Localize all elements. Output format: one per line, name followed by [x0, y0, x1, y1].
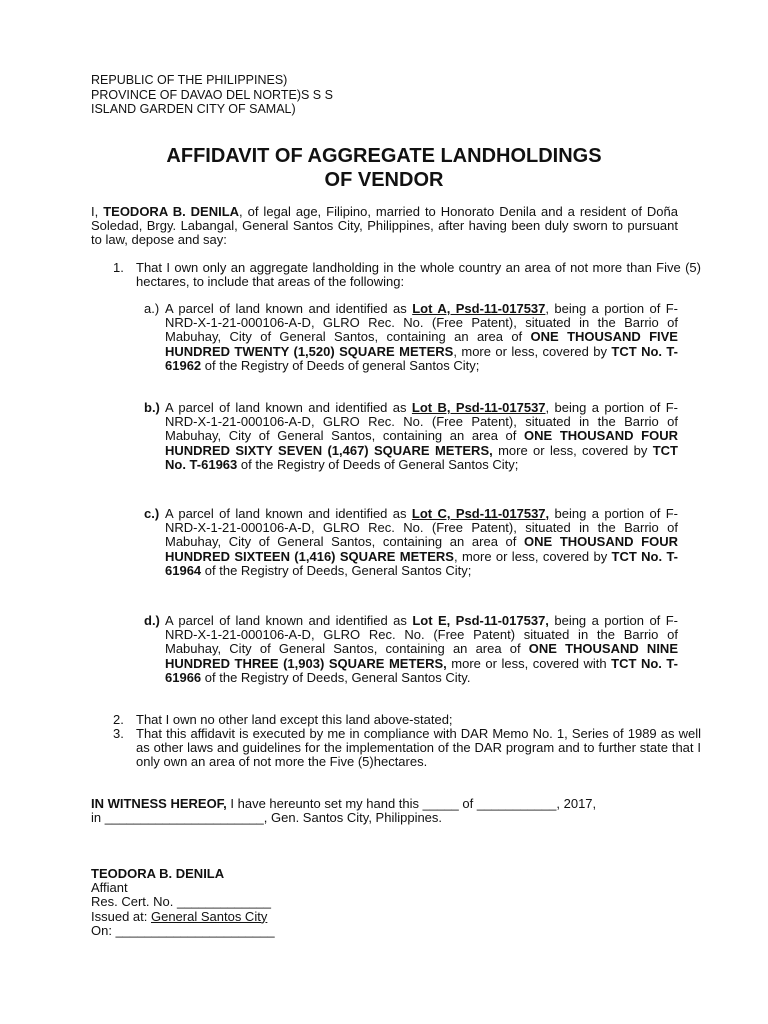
document-title — [84, 144, 684, 192]
lot-number: Lot C, Psd-11-017537, — [411, 506, 550, 521]
issued-at-line — [91, 910, 391, 924]
paragraph-text: That this affidavit is executed by me in compliance with DAR Memo No. 1, Series of 1989 as well as other laws and guidelines for the implementation of the DAR program and to further state that I only own an area of not more the Five (5)hectares. — [136, 726, 701, 770]
parcel-label: c.) — [144, 506, 160, 521]
parcel-text: A parcel of land known and identified as Lot A, Psd-11-017537, being a portion of F-NRD-X-1-21-000106-A-D, GLRO Rec. No. (Free Patent), situated in the Barrio of Mabuhay, City of General Santos, containing an area of ONE THOUSAND FIVE HUNDRED TWENTY (1,520) SQUARE METERS, more or less, covered by TCT No. T-61962 of the Registry of Deeds of general Santos City; — [165, 301, 679, 373]
issued-place: General Santos City — [150, 908, 268, 924]
tct-number: TCT No. T-61966 — [165, 655, 678, 685]
caption-line: PROVINCE OF DAVAO DEL NORTE)S S S — [91, 87, 333, 102]
lot-number: Lot E, Psd-11-017537, — [412, 613, 549, 628]
parcel-area: ONE THOUSAND FIVE HUNDRED TWENTY (1,520) SQUARE METERS — [165, 329, 678, 359]
caption-line: REPUBLIC OF THE PHILIPPINES) — [91, 73, 288, 87]
parcel-area: ONE THOUSAND FOUR HUNDRED SIXTY SEVEN (1,467) SQUARE METERS, — [165, 428, 678, 458]
title-line: AFFIDAVIT OF AGGREGATE LANDHOLDINGS — [166, 145, 602, 167]
signatory-name: TEODORA B. DENILA — [91, 866, 225, 881]
tct-number: TCT No. T-61964 — [165, 548, 678, 578]
parcel-label: d.) — [144, 613, 160, 628]
res-cert-line: Res. Cert. No. _____________ — [91, 894, 271, 910]
signatory-role: Affiant — [91, 880, 128, 896]
lot-number: Lot A, Psd-11-017537 — [412, 301, 546, 316]
paragraph-number: 3. — [113, 726, 124, 741]
tct-number: TCT No. T-61963 — [165, 442, 678, 472]
parcel-text: A parcel of land known and identified as Lot B, Psd-11-017537, being a portion of F-NRD-X-1-21-000106-A-D, GLRO Rec. No. (Free Patent), situated in the Barrio of Mabuhay, City of General Santos, containing an area of ONE THOUSAND FOUR HUNDRED SIXTY SEVEN (1,467) SQUARE METERS, more or less, covered by TCT No. T-61963 of the Registry of Deeds of General Santos City; — [165, 400, 678, 472]
parcel-area: ONE THOUSAND FOUR HUNDRED SIXTEEN (1,416) SQUARE METERS — [165, 534, 678, 564]
intro-prefix: I, — [91, 204, 104, 219]
witness-text: I have hereunto set my hand this _____ of ___________, 2017, — [226, 796, 597, 811]
intro-paragraph — [91, 205, 678, 248]
parcel-label: a.) — [144, 301, 160, 316]
title-line: OF VENDOR — [324, 169, 444, 191]
issued-label: Issued at: — [91, 908, 151, 924]
parcel-text: A parcel of land known and identified as Lot C, Psd-11-017537, being a portion of F-NRD-X-1-21-000106-A-D, GLRO Rec. No. (Free Patent), situated in the Barrio of Mabuhay, City of General Santos, containing an area of ONE THOUSAND FOUR HUNDRED SIXTEEN (1,416) SQUARE METERS, more or less, covered by TCT No. T-61964 of the Registry of Deeds, General Santos City; — [165, 506, 678, 578]
paragraph-text: That I own no other land except this land above-stated; — [136, 712, 453, 727]
witness-line: in ______________________, Gen. Santos City, Philippines. — [91, 810, 443, 826]
paragraph-number: 2. — [113, 712, 124, 727]
witness-clause — [91, 797, 691, 825]
jurisdiction-caption — [91, 73, 431, 117]
lot-number: Lot B, Psd-11-017537 — [411, 400, 546, 415]
paragraph-text: That I own only an aggregate landholding in the whole country an area of not more than Five (5) hectares, to include that areas of the following: — [136, 260, 701, 290]
affiant-name: TEODORA B. DENILA — [103, 204, 240, 219]
tct-number: TCT No. T-61962 — [165, 343, 678, 373]
witness-heading: IN WITNESS HEREOF, — [91, 796, 227, 811]
signature-block — [91, 867, 391, 938]
on-date-line: On: ______________________ — [91, 922, 275, 938]
caption-line: ISLAND GARDEN CITY OF SAMAL) — [91, 102, 296, 116]
paragraph-number: 1. — [113, 260, 124, 275]
witness-line — [91, 797, 691, 811]
parcel-text: A parcel of land known and identified as Lot E, Psd-11-017537, being a portion of F-NRD-X-1-21-000106-A-D, GLRO Rec. No. (Free Patent) situated in the Barrio of Mabuhay, City of General Santos, containing an area of ONE THOUSAND NINE HUNDRED THREE (1,903) SQUARE METERS, more or less, covered with TCT No. T-61966 of the Registry of Deeds, General Santos City. — [165, 613, 678, 685]
intro-text: , of legal age, Filipino, married to Honorato Denila and a resident of Doña Soledad, Brgy. Labangal, General Santos City, Philippines, after having been duly sworn to pursuant to law, depose and say: — [91, 204, 678, 248]
parcel-label: b.) — [144, 400, 160, 415]
parcel-area: ONE THOUSAND NINE HUNDRED THREE (1,903) SQUARE METERS, — [165, 641, 678, 671]
